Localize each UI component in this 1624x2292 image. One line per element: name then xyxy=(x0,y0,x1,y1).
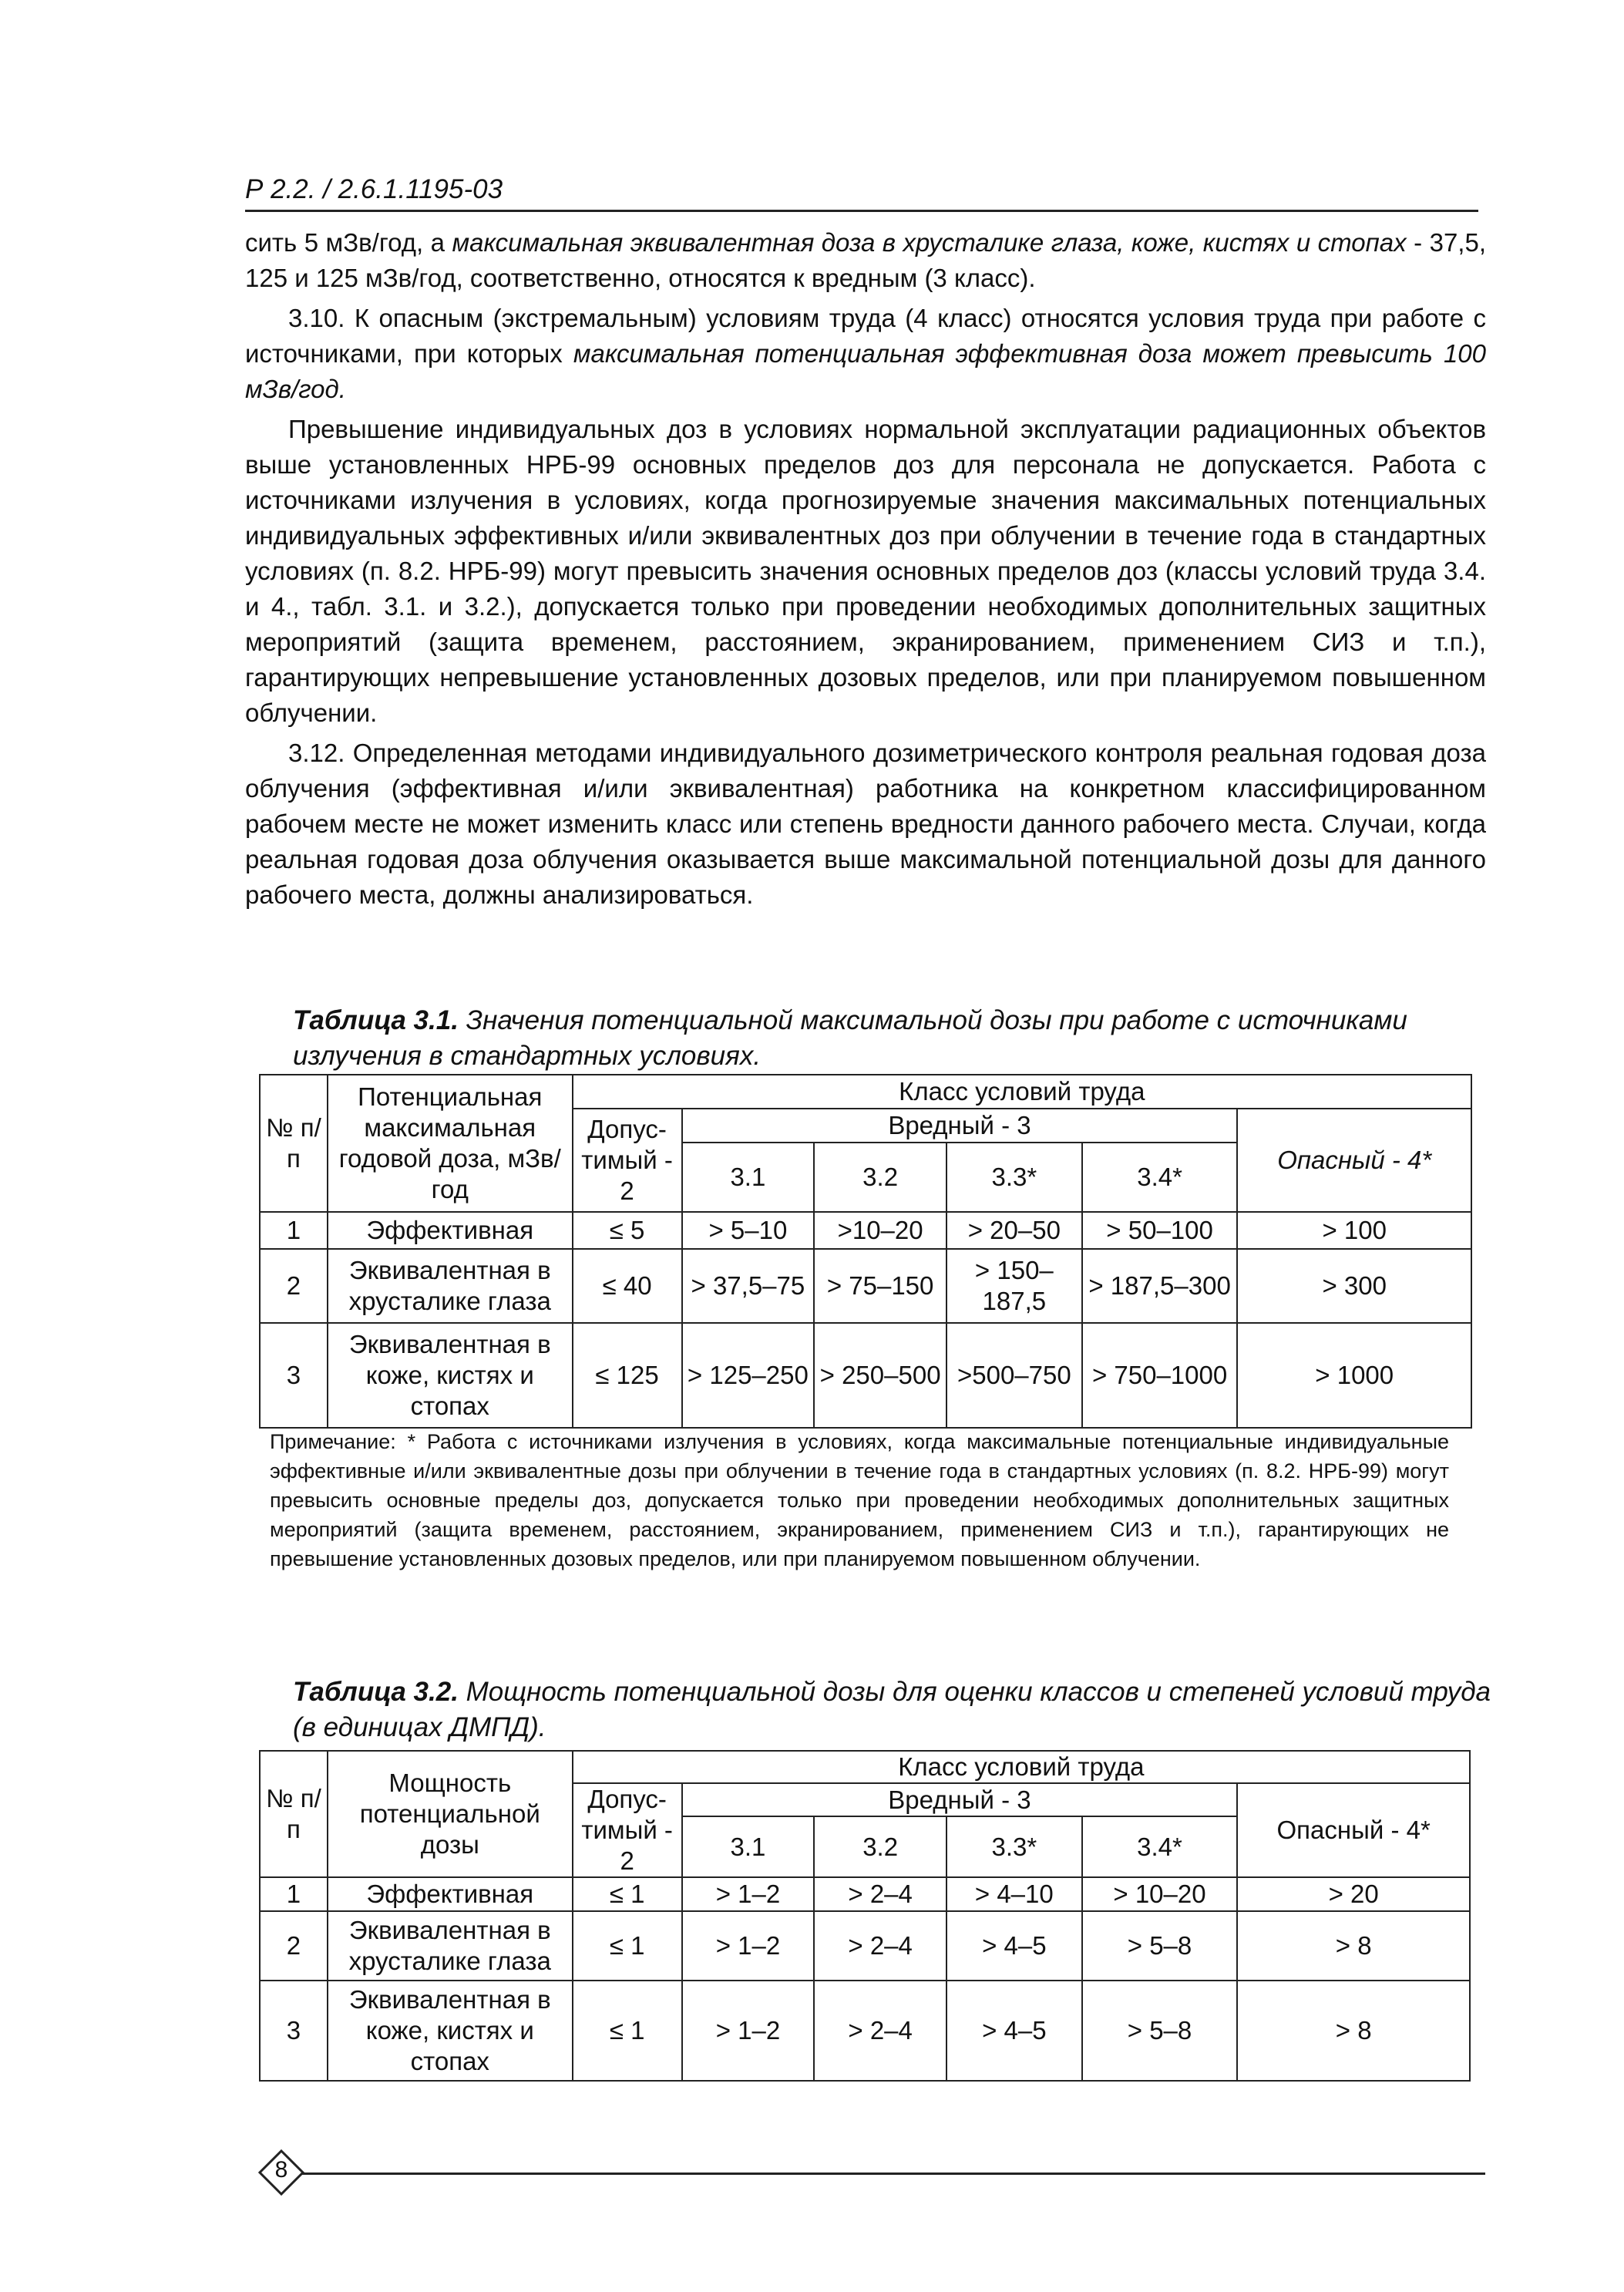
table-header-sub: 3.3* xyxy=(946,1143,1082,1212)
paragraph-3-12: 3.12. Определенная методами индивидуального дозиметрического контроля реальная годовая доза облучения (эффективная и/или эквивалентная) работника на конкретном классифицированном рабочем месте не может изменить класс или степень вредности данного рабочего места. Случаи, когда реальная годовая доза облучения оказывается выше максимальной потенциальной дозы для данного рабочего места, должны анализироваться. xyxy=(245,739,1486,909)
body-text xyxy=(245,225,1486,913)
footer-rule xyxy=(302,2173,1485,2175)
table-header-sub: 3.2 xyxy=(814,1143,946,1212)
document-code: Р 2.2. / 2.6.1.1195-03 xyxy=(245,174,503,204)
table-3-2-caption: Таблица 3.2. Мощность потенциальной дозы для оценки классов и степеней условий труда (в единицах ДМПД). xyxy=(293,1677,1491,1742)
table-header-dangerous: Опасный - 4* xyxy=(1237,1109,1471,1212)
table-header-class: Класс условий труда xyxy=(573,1075,1471,1109)
table-header-harmful: Вредный - 3 xyxy=(682,1783,1238,1816)
table-row: 1 Эффективная ≤ 5 > 5–10 >10–20 > 20–50 > 50–100 > 100 xyxy=(260,1212,1471,1249)
table-3-1-caption: Таблица 3.1. Значения потенциальной максимальной дозы при работе с источниками излучения в стандартных условиях. xyxy=(293,1005,1407,1071)
paragraph-3-10: 3.10. К опасным (экстремальным) условиям труда (4 класс) относятся условия труда при работе с источниками, при которых максимальная потенциальная эффективная доза может превысить 100 мЗв/год. xyxy=(245,304,1486,403)
table-header-sub: 3.3* xyxy=(946,1816,1082,1877)
page-header xyxy=(245,174,1478,212)
table-row: 3 Эквивалентная в коже, кистях и стопах ≤ 125 > 125–250 > 250–500 >500–750 > 750–1000 > 1000 xyxy=(260,1323,1471,1428)
table-row: 2 Эквивалентная в хрусталике глаза ≤ 1 > 1–2 > 2–4 > 4–5 > 5–8 > 8 xyxy=(260,1911,1470,1981)
table-header-dose: Мощность потенциальной дозы xyxy=(328,1751,573,1877)
table-row: 1 Эффективная ≤ 1 > 1–2 > 2–4 > 4–10 > 10–20 > 20 xyxy=(260,1877,1470,1911)
table-3-1-note: Примечание: * Работа с источниками излучения в условиях, когда максимальные потенциальные индивидуальные эффективные и/или эквивалентные дозы при облучении в течение года в стандартных условиях (п. 8.2. НРБ-99) могут превысить основные пределы доз, допускается только при проведении необходимых дополнительных защитных мероприятий (защита временем, расстоянием, экранированием, применением СИЗ и т.п.), гарантирующих не превышение установленных дозовых пределов, или при планируемом повышенном облучении. xyxy=(270,1430,1449,1570)
table-header-harmful: Вредный - 3 xyxy=(682,1109,1238,1143)
table-header-sub: 3.2 xyxy=(814,1816,946,1877)
table-header-number: № п/п xyxy=(260,1075,328,1212)
table-header-sub: 3.1 xyxy=(682,1816,815,1877)
page-number-diamond xyxy=(258,2149,304,2196)
table-header-dangerous: Опасный - 4* xyxy=(1237,1783,1470,1877)
paragraph-continuation: сить 5 мЗв/год, а максимальная эквивалентная доза в хрусталике глаза, коже, кистях и стопах - 37,5, 125 и 125 мЗв/год, соответственно, относятся к вредным (3 класс). xyxy=(245,228,1486,292)
table-3-1 xyxy=(259,1074,1472,1429)
table-header-sub: 3.1 xyxy=(682,1143,815,1212)
table-header-sub: 3.4* xyxy=(1082,1816,1238,1877)
table-header-allowed: Допус-тимый - 2 xyxy=(573,1783,682,1877)
paragraph-exceeding-doses: Превышение индивидуальных доз в условиях нормальной эксплуатации радиационных объектов выше установленных НРБ-99 основных пределов доз для персонала не допускается. Работа с источниками излучения в условиях, когда прогнозируемые значения максимальных потенциальных индивидуальных эффективных и/или эквивалентных доз при облучении в течение года в стандартных условиях (п. 8.2. НРБ-99) могут превысить значения основных пределов доз (классы условий труда 3.4. и 4., табл. 3.1. и 3.2.), допускается только при проведении необходимых дополнительных защитных мероприятий (защита временем, расстоянием, экранированием, применением СИЗ и т.п.), гарантирующих непревышение установленных дозовых пределов, или при планируемом повышенном облучении. xyxy=(245,415,1486,727)
table-header-dose: Потенциальная максимальная годовой доза, мЗв/год xyxy=(328,1075,573,1212)
table-row: 2 Эквивалентная в хрусталике глаза ≤ 40 > 37,5–75 > 75–150 > 150–187,5 > 187,5–300 > 300 xyxy=(260,1249,1471,1323)
page-number: 8 xyxy=(274,2157,288,2183)
table-header-number: № п/п xyxy=(260,1751,328,1877)
table-row: 3 Эквивалентная в коже, кистях и стопах ≤ 1 > 1–2 > 2–4 > 4–5 > 5–8 > 8 xyxy=(260,1981,1470,2081)
table-header-allowed: Допус-тимый - 2 xyxy=(573,1109,682,1212)
table-header-sub: 3.4* xyxy=(1082,1143,1238,1212)
table-header-class: Класс условий труда xyxy=(573,1751,1470,1783)
table-3-2 xyxy=(259,1750,1471,2082)
